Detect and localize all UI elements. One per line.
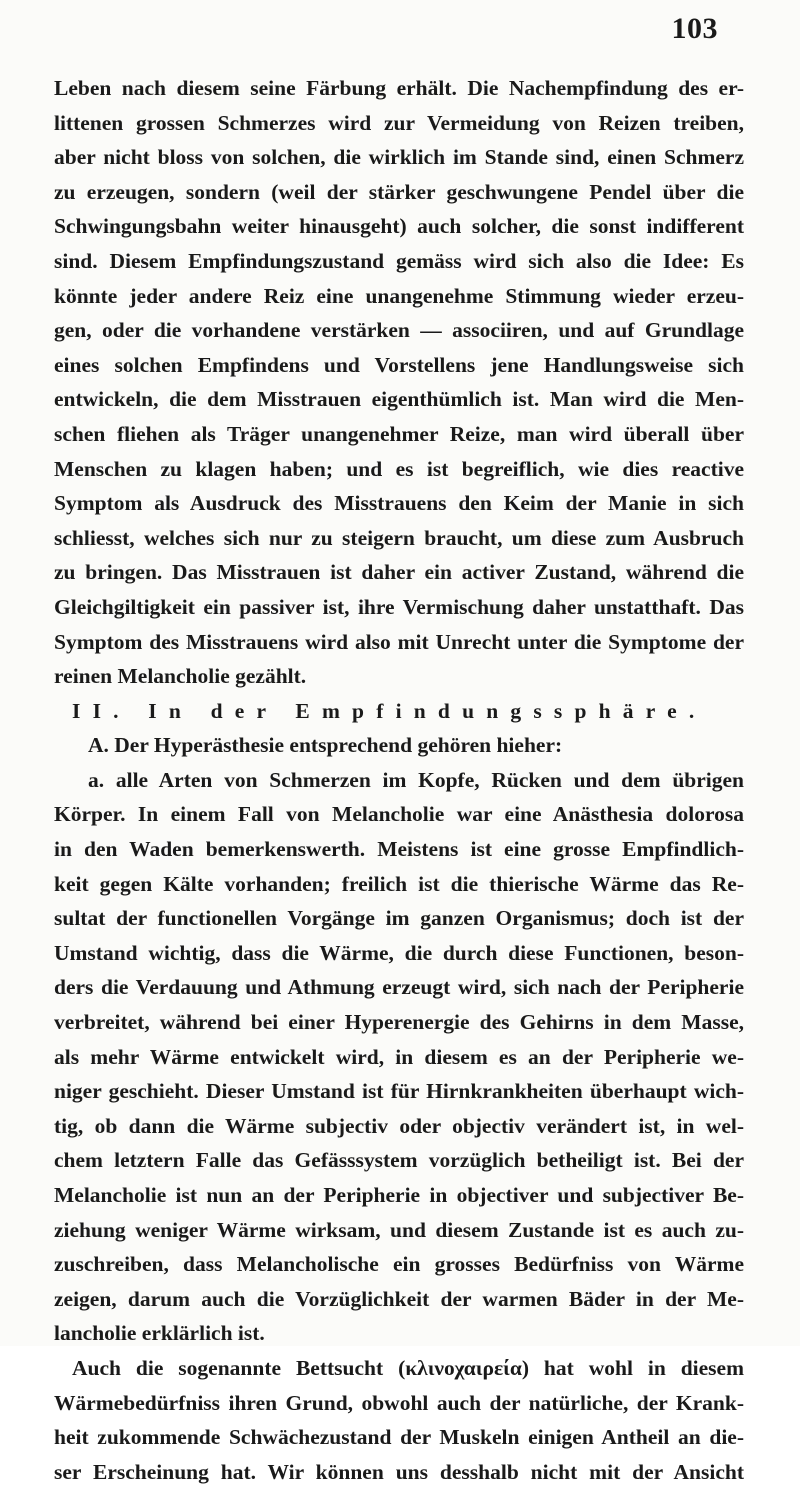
- section-heading: II. In der Empfindungssphäre.: [72, 698, 707, 723]
- text-line: sultat der functionellen Vorgänge im ganzen Organismus; doch ist der: [54, 906, 744, 931]
- text-line: verbreitet, während bei einer Hyperenergie des Gehirns in dem Masse,: [54, 1010, 744, 1035]
- text-line: tig, ob dann die Wärme subjectiv oder objectiv verändert ist, in wel-: [54, 1113, 744, 1138]
- text-line: niger geschieht. Dieser Umstand ist für Hirnkrankheiten überhaupt wich-: [54, 1079, 744, 1104]
- text-line: sind. Diesem Empfindungszustand gemäss wird sich also die Idee: Es: [54, 248, 744, 273]
- text-line: chem letztern Falle das Gefässsystem vorzüglich betheiligt ist. Bei der: [54, 1148, 744, 1173]
- text-line: Auch die sogenannte Bettsucht (κλινοχαιρεία) hat wohl in diesem: [72, 1355, 744, 1380]
- text-line: Schwingungsbahn weiter hinausgeht) auch solcher, die sonst indifferent: [54, 214, 744, 239]
- text-line: heit zukommende Schwächezustand der Muskeln einigen Antheil an die-: [54, 1425, 744, 1450]
- subsection-heading: A. Der Hyperästhesie entsprechend gehören hieher:: [88, 733, 563, 758]
- text-line: Menschen zu klagen haben; und es ist begreiflich, wie dies reactive: [54, 456, 744, 481]
- text-line: Leben nach diesem seine Färbung erhält. Die Nachempfindung des er-: [54, 76, 744, 100]
- text-line: reinen Melancholie gezählt.: [54, 664, 307, 689]
- text-line: zuschreiben, dass Melancholische ein grosses Bedürfniss von Wärme: [54, 1252, 744, 1277]
- text-line: könnte jeder andere Reiz eine unangenehme Stimmung wieder erzeu-: [54, 283, 744, 308]
- text-line: Symptom als Ausdruck des Misstrauens den Keim der Manie in sich: [54, 491, 744, 516]
- text-line: schen fliehen als Träger unangenehmer Reize, man wird überall über: [54, 421, 744, 446]
- page-number: 103: [671, 12, 718, 45]
- text-line: zu bringen. Das Misstrauen ist daher ein activer Zustand, während die: [54, 560, 744, 585]
- text-line: in den Waden bemerkenswerth. Meistens ist eine grosse Empfindlich-: [54, 837, 744, 862]
- text-line: Symptom des Misstrauens wird also mit Unrecht unter die Symptome der: [54, 629, 744, 654]
- text-line: entwickeln, die dem Misstrauen eigenthümlich ist. Man wird die Men-: [54, 387, 744, 412]
- text-line: a. alle Arten von Schmerzen im Kopfe, Rücken und dem übrigen: [88, 767, 744, 792]
- text-line: Melancholie ist nun an der Peripherie in objectiver und subjectiver Be-: [54, 1183, 744, 1207]
- text-line: zu erzeugen, sondern (weil der stärker geschwungene Pendel über die: [54, 179, 744, 204]
- text-line: ser Erscheinung hat. Wir können uns desshalb nicht mit der Ansicht: [54, 1459, 744, 1484]
- text-line: Körper. In einem Fall von Melancholie war eine Anästhesia dolorosa: [54, 802, 744, 827]
- text-line: gen, oder die vorhandene verstärken — associiren, und auf Grundlage: [54, 318, 744, 343]
- text-line: zeigen, darum auch die Vorzüglichkeit der warmen Bäder in der Me-: [54, 1286, 744, 1311]
- text-line: Wärmebedürfniss ihren Grund, obwohl auch der natürliche, der Krank-: [54, 1390, 744, 1415]
- text-line: schliesst, welches sich nur zu steigern braucht, um diese zum Ausbruch: [54, 525, 744, 550]
- text-line: keit gegen Kälte vorhanden; freilich ist die thierische Wärme das Re-: [54, 871, 744, 896]
- text-line: lancholie erklärlich ist.: [54, 1321, 265, 1346]
- text-line: als mehr Wärme entwickelt wird, in diesem es an der Peripherie we-: [54, 1044, 744, 1069]
- text-line: ziehung weniger Wärme wirksam, und diesem Zustande ist es auch zu-: [54, 1217, 744, 1242]
- text-line: aber nicht bloss von solchen, die wirklich im Stande sind, einen Schmerz: [54, 145, 744, 170]
- text-line: Umstand wichtig, dass die Wärme, die durch diese Functionen, beson-: [54, 940, 744, 965]
- text-line: Gleichgiltigkeit ein passiver ist, ihre Vermischung daher unstatthaft. Das: [54, 594, 744, 619]
- body-text: [54, 71, 744, 1489]
- text-line: eines solchen Empfindens und Vorstellens jene Handlungsweise sich: [54, 352, 744, 377]
- text-line: ders die Verdauung und Athmung erzeugt wird, sich nach der Peripherie: [54, 975, 744, 1000]
- text-line: littenen grossen Schmerzes wird zur Vermeidung von Reizen treiben,: [54, 110, 744, 135]
